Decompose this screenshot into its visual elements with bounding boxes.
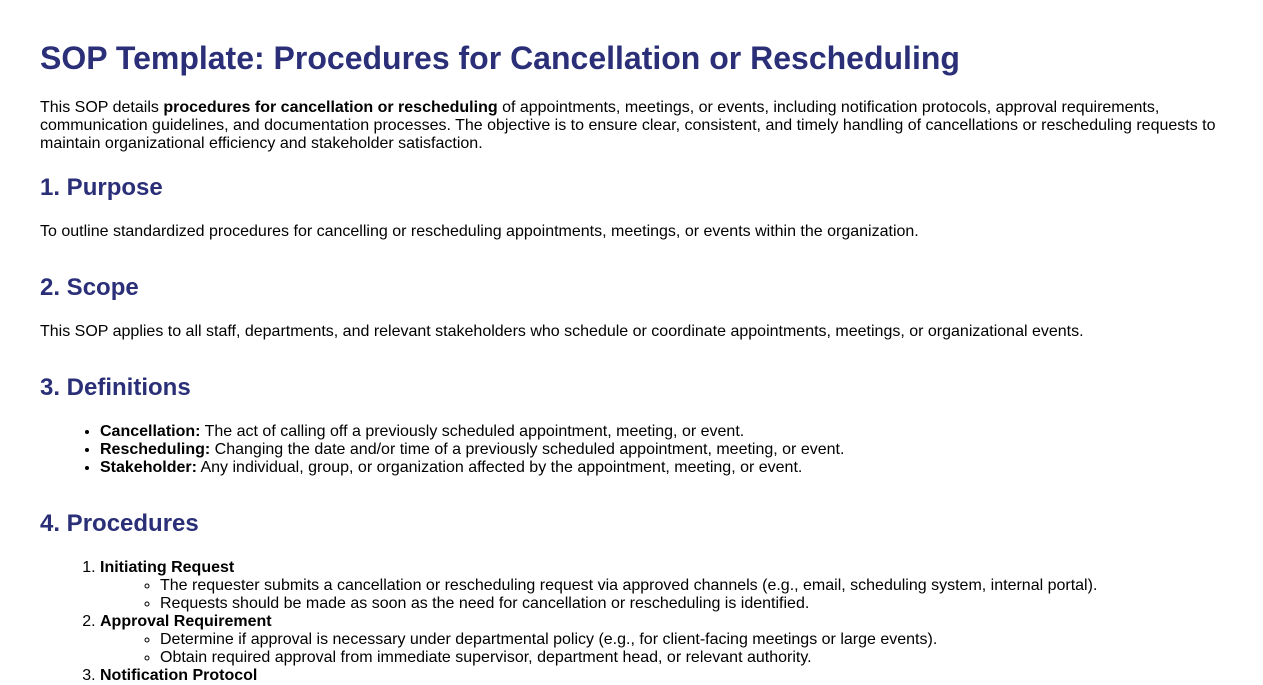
list-item: ◦ Determine if approval is necessary under departmental policy (e.g., for client-facing meetings or large events). [160, 631, 1223, 649]
intro-text-pre: This SOP details [40, 99, 164, 116]
purpose-text: To outline standardized procedures for cancelling or rescheduling appointments, meetings, or events within the organization. [40, 223, 919, 240]
procedure-step [100, 613, 1223, 667]
intro-text-post: of appointments, meetings, or events, including notification protocols, approval requirements, communication guidelines, and documentation processes. The objective is to ensure clear, consistent, and timely handling of cancellations or rescheduling requests to maintain organizational efficiency and stakeholder satisfaction. [40, 99, 1216, 152]
definition-text: The act of calling off a previously scheduled appointment, meeting, or event. [200, 423, 745, 440]
list-item [100, 423, 1223, 441]
definition-term: Cancellation: [100, 423, 201, 440]
procedure-substeps [100, 577, 1223, 613]
section-heading-scope: 2. Scope [40, 274, 139, 301]
procedure-substeps [100, 631, 1223, 667]
intro-text-bold: procedures for cancellation or rescheduling [163, 99, 498, 116]
list-item: ◦ The requester submits a cancellation or rescheduling request via approved channels (e.g., email, scheduling system, internal portal). [160, 577, 1223, 595]
procedure-step [100, 559, 1223, 613]
definitions-list [40, 423, 1223, 477]
page-title: SOP Template: Procedures for Cancellation or Rescheduling [40, 40, 960, 76]
definition-term: Stakeholder: [100, 459, 197, 476]
procedure-step-title: Initiating Request [100, 559, 235, 576]
section-heading-purpose: 1. Purpose [40, 174, 163, 201]
definition-text: Changing the date and/or time of a previously scheduled appointment, meeting, or event. [210, 441, 845, 458]
intro-paragraph [40, 99, 1223, 153]
section-heading-definitions: 3. Definitions [40, 374, 191, 401]
procedure-step-title: Notification Protocol [100, 667, 258, 684]
list-item [100, 441, 1223, 459]
list-item: ◦ Obtain required approval from immediate supervisor, department head, or relevant authority. [160, 649, 1223, 667]
procedure-step-title: Approval Requirement [100, 613, 272, 630]
definition-text: Any individual, group, or organization affected by the appointment, meeting, or event. [196, 459, 803, 476]
definition-term: Rescheduling: [100, 441, 211, 458]
procedures-list [40, 559, 1223, 685]
procedure-step [100, 667, 1223, 685]
section-heading-procedures: 4. Procedures [40, 510, 199, 537]
list-item [100, 459, 1223, 477]
scope-text: This SOP applies to all staff, departments, and relevant stakeholders who schedule or coordinate appointments, meetings, or organizational events. [40, 323, 1084, 340]
list-item: ◦ Requests should be made as soon as the need for cancellation or rescheduling is identified. [160, 595, 1223, 613]
